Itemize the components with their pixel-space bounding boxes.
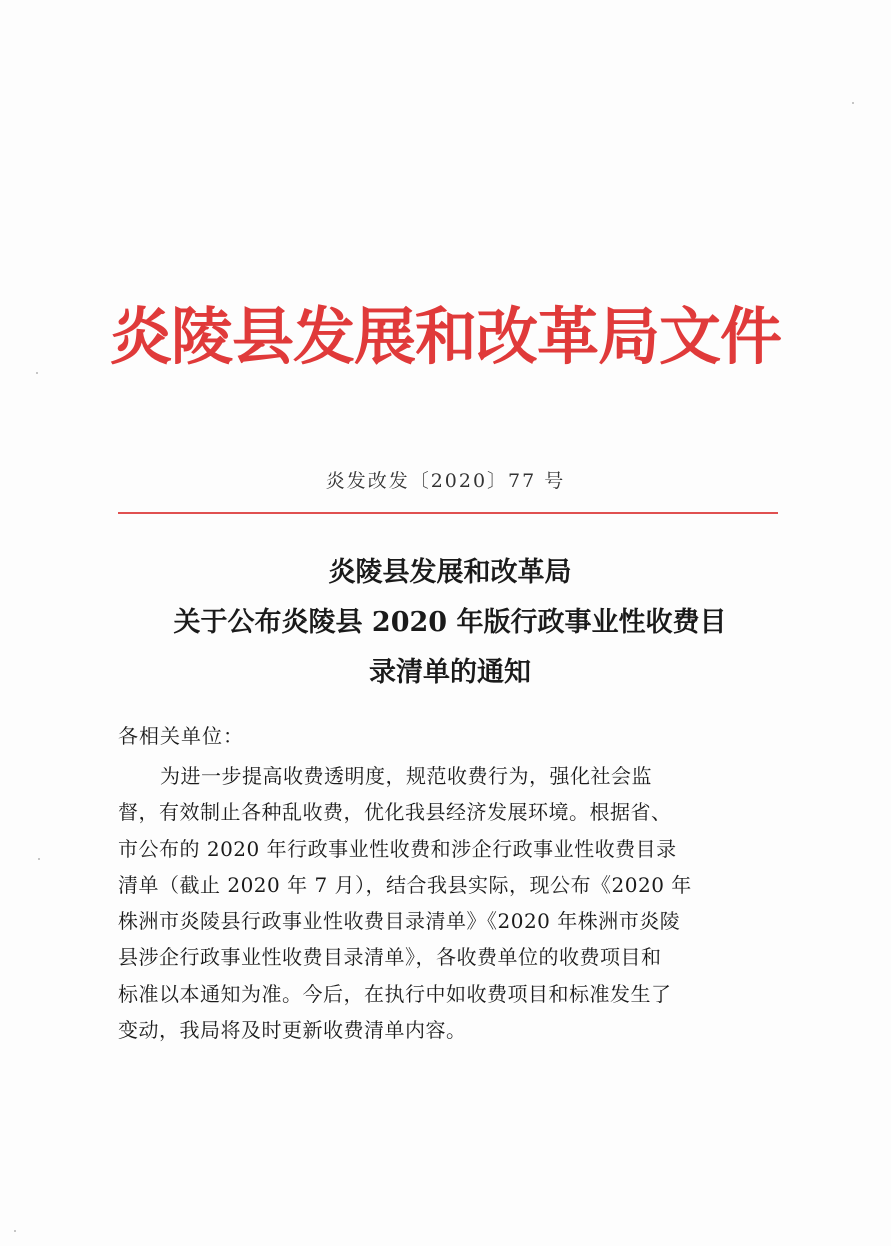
body-line: 标准以本通知为准。今后，在执行中如收费项目和标准发生了 [118, 981, 672, 1006]
notice-title-line-2: 关于公布炎陵县 2020 年版行政事业性收费目 [173, 607, 727, 638]
scan-speck [14, 1230, 16, 1232]
body-line: 县涉企行政事业性收费目录清单》，各收费单位的收费项目和 [118, 945, 662, 970]
notice-body [118, 758, 788, 1048]
body-line: 变动，我局将及时更新收费清单内容。 [118, 1018, 467, 1043]
notice-title-line-3: 录清单的通知 [369, 657, 531, 688]
agency-header-title: 炎陵县发展和改革局文件 [109, 300, 781, 373]
body-line: 株洲市炎陵县行政事业性收费目录清单》《2020 年株洲市炎陵 [118, 909, 681, 934]
body-line: 市公布的 2020 年行政事业性收费和涉企行政事业性收费目录 [118, 836, 677, 861]
scan-speck [36, 372, 38, 374]
scan-speck [38, 858, 40, 860]
document-number: 炎发改发〔2020〕77 号 [325, 470, 566, 492]
salutation: 各相关单位： [118, 724, 244, 748]
body-line: 清单（截止 2020 年 7 月），结合我县实际，现公布《2020 年 [118, 872, 692, 897]
notice-title [100, 548, 800, 698]
notice-title-line-1: 炎陵县发展和改革局 [328, 557, 572, 588]
body-line: 督，有效制止各种乱收费，优化我县经济发展环境。根据省、 [118, 800, 672, 825]
scan-speck [852, 102, 854, 104]
body-line: 为进一步提高收费透明度，规范收费行为，强化社会监 [160, 764, 652, 788]
red-separator-line [118, 512, 778, 514]
